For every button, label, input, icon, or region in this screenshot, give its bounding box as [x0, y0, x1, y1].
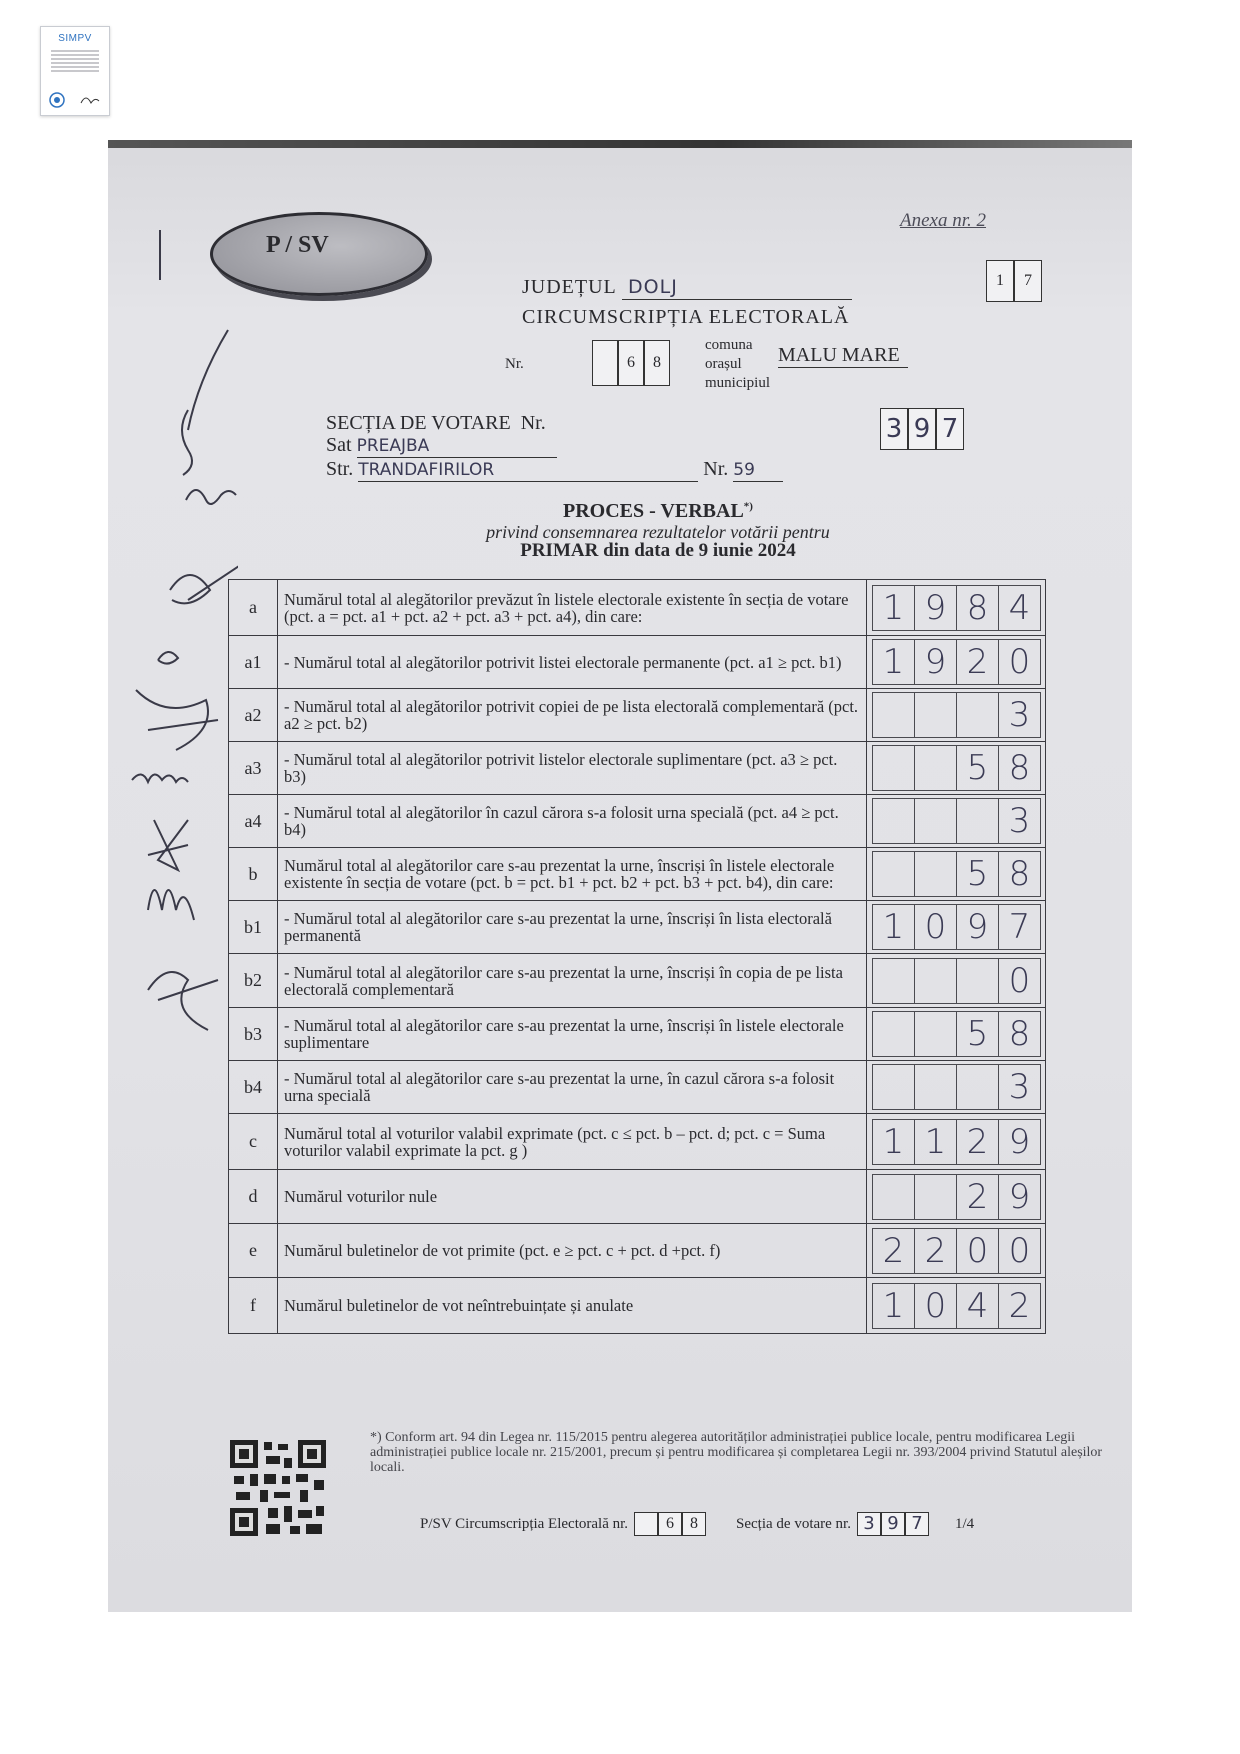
footer-circ-boxes: [634, 1512, 706, 1536]
circ-nr-digit: [592, 340, 618, 386]
circumscriptie-label: CIRCUMSCRIPȚIA ELECTORALĂ: [522, 306, 850, 328]
digit-box: 0: [998, 639, 1041, 685]
digit-box: 8: [998, 851, 1041, 897]
row-value: [867, 1008, 1046, 1061]
table-row: [229, 689, 1046, 742]
row-description: - Numărul total al alegătorilor potrivit copiei de pe lista electorală complementară (pct. a2 ≥ pct. b2): [278, 689, 867, 742]
uat-type: comuna: [705, 337, 753, 353]
digit-box: 9: [956, 904, 999, 950]
circ-nr-digit: 6: [618, 340, 644, 386]
digit-box: 3: [998, 798, 1041, 844]
table-row: [229, 1114, 1046, 1170]
row-description: - Numărul total al alegătorilor care s-au prezentat la urne, în cazul cărora s-a folosit urna specială: [278, 1061, 867, 1114]
row-label: a4: [229, 795, 278, 848]
row-label: b1: [229, 901, 278, 954]
row-value: [867, 1114, 1046, 1170]
digit-boxes: [873, 904, 1041, 950]
row-description: Numărul buletinelor de vot neîntrebuințate și anulate: [278, 1278, 867, 1334]
digit-box: [872, 1174, 915, 1220]
table-row: [229, 742, 1046, 795]
digit-box: 2: [956, 1174, 999, 1220]
uat-types: [705, 336, 770, 393]
sectie-nr-boxes: [880, 408, 964, 450]
digit-boxes: [873, 585, 1041, 631]
uat-type: orașul: [705, 356, 742, 372]
footer-line: [420, 1512, 974, 1536]
table-row: [229, 1278, 1046, 1334]
judet-line: [522, 276, 852, 300]
footer-sectie-boxes: [857, 1512, 929, 1536]
footnote: *) Conform art. 94 din Legea nr. 115/2015 pentru alegerea autorităților administrației publice locale, pentru modificarea Legii administrației publice locale nr. 215/2001, precum și pentru modificarea și completarea Legii nr. 393/2004 privind Statutul aleșilor locali.: [370, 1430, 1103, 1475]
digit-box: [914, 692, 957, 738]
row-description: - Numărul total al alegătorilor potrivit listelor electorale suplimentare (pct. a3 ≥ pct. b3): [278, 742, 867, 795]
document-thumbnail[interactable]: [40, 26, 110, 116]
digit-boxes: [873, 1174, 1041, 1220]
subtitle: privind consemnarea rezultatelor votării pentru: [486, 522, 830, 542]
row-label: a3: [229, 742, 278, 795]
table-row: [229, 1008, 1046, 1061]
table-row: [229, 1170, 1046, 1224]
digit-box: [872, 958, 915, 1004]
digit-box: 2: [998, 1283, 1041, 1329]
row-value: [867, 1278, 1046, 1334]
judet-label: JUDEȚUL: [522, 276, 617, 298]
digit-box: [872, 798, 915, 844]
title: PROCES - VERBAL: [563, 500, 744, 522]
row-label: b3: [229, 1008, 278, 1061]
digit-boxes: [873, 798, 1041, 844]
row-description: Numărul total al alegătorilor prevăzut în listele electorale existente în secția de votare (pct. a = pct. a1 + pct. a2 + pct. a3 + pct. a4), din care:: [278, 580, 867, 636]
digit-box: 9: [914, 585, 957, 631]
row-value: [867, 1170, 1046, 1224]
digit-box: [956, 1064, 999, 1110]
digit-box: 1: [872, 1283, 915, 1329]
row-label: e: [229, 1224, 278, 1278]
row-label: a: [229, 580, 278, 636]
scan-edge: [108, 140, 1132, 148]
digit-box: 1: [872, 585, 915, 631]
row-value: [867, 742, 1046, 795]
sectie-nr-digit: 9: [908, 408, 936, 450]
circ-nr-digit: 8: [644, 340, 670, 386]
digit-boxes: [873, 745, 1041, 791]
digit-box: [956, 958, 999, 1004]
row-description: - Numărul total al alegătorilor care s-au prezentat la urne, înscriși în lista electorală permanentă: [278, 901, 867, 954]
digit-box: [914, 958, 957, 1004]
digit-box: 3: [998, 692, 1041, 738]
footer-circ-digit: [634, 1512, 658, 1536]
digit-box: [872, 1064, 915, 1110]
digit-boxes: [873, 1283, 1041, 1329]
row-label: d: [229, 1170, 278, 1224]
digit-box: 9: [998, 1174, 1041, 1220]
row-value: [867, 689, 1046, 742]
thumbnail-lines: [51, 50, 99, 72]
uat-value: MALU MARE: [778, 344, 908, 368]
digit-box: 5: [956, 745, 999, 791]
digit-box: 1: [872, 904, 915, 950]
table-row: [229, 848, 1046, 901]
digit-boxes: [873, 1119, 1041, 1165]
str-label: Str.: [326, 458, 354, 480]
table-row: [229, 901, 1046, 954]
digit-box: [872, 1011, 915, 1057]
digit-box: [872, 851, 915, 897]
scanned-document: [108, 140, 1132, 1612]
row-value: [867, 1224, 1046, 1278]
sectie-nr-digit: 7: [936, 408, 964, 450]
thumbnail-stamp-icon: [41, 89, 109, 111]
row-value: [867, 795, 1046, 848]
digit-box: [914, 798, 957, 844]
row-label: b: [229, 848, 278, 901]
digit-box: 9: [998, 1119, 1041, 1165]
row-label: a1: [229, 636, 278, 689]
footer-circ-label: P/SV Circumscripția Electorală nr.: [420, 1515, 629, 1532]
judet-code: [986, 260, 1042, 302]
judet-code-digit: 1: [986, 260, 1014, 302]
digit-box: 8: [956, 585, 999, 631]
sat-label: Sat: [326, 434, 352, 456]
footer-sectie-digit: 3: [857, 1512, 881, 1536]
digit-boxes: [873, 1228, 1041, 1274]
digit-box: 0: [956, 1228, 999, 1274]
digit-box: [956, 692, 999, 738]
footer-sectie-digit: 9: [881, 1512, 905, 1536]
digit-box: 0: [998, 1228, 1041, 1274]
psv-stamp-text: P / SV: [266, 232, 329, 258]
uat-type: municipiul: [705, 375, 770, 391]
sectie-block: [326, 412, 783, 482]
row-description: Numărul voturilor nule: [278, 1170, 867, 1224]
sectie-label: SECȚIA DE VOTARE: [326, 412, 511, 434]
row-description: - Numărul total al alegătorilor în cazul cărora s-a folosit urna specială (pct. a4 ≥ pct. b4): [278, 795, 867, 848]
row-label: b2: [229, 954, 278, 1008]
row-label: f: [229, 1278, 278, 1334]
row-description: Numărul total al voturilor valabil exprimate (pct. c ≤ pct. b – pct. d; pct. c = Suma voturilor valabil exprimate la pct. g ): [278, 1114, 867, 1170]
digit-box: 2: [956, 1119, 999, 1165]
footer-sectie-digit: 7: [905, 1512, 929, 1536]
digit-box: 9: [914, 639, 957, 685]
digit-box: [914, 1174, 957, 1220]
row-value: [867, 580, 1046, 636]
digit-box: [914, 745, 957, 791]
title-note: *): [743, 500, 753, 513]
footer-circ-digit: 6: [658, 1512, 682, 1536]
digit-box: 0: [914, 904, 957, 950]
digit-box: [872, 692, 915, 738]
row-description: Numărul buletinelor de vot primite (pct. e ≥ pct. c + pct. d +pct. f): [278, 1224, 867, 1278]
digit-box: 1: [914, 1119, 957, 1165]
row-description: - Numărul total al alegătorilor care s-au prezentat la urne, înscriși în copia de pe lista electorală complementară: [278, 954, 867, 1008]
str-nr-value: 59: [733, 459, 783, 482]
digit-boxes: [873, 1064, 1041, 1110]
digit-box: [914, 851, 957, 897]
digit-boxes: [873, 692, 1041, 738]
table-row: [229, 580, 1046, 636]
digit-box: [914, 1011, 957, 1057]
digit-boxes: [873, 851, 1041, 897]
judet-value: DOLJ: [628, 276, 678, 298]
sectie-nr-digit: 3: [880, 408, 908, 450]
digit-box: 0: [998, 958, 1041, 1004]
table-row: [229, 954, 1046, 1008]
digit-box: 8: [998, 1011, 1041, 1057]
digit-box: 2: [872, 1228, 915, 1274]
circ-nr-boxes: [592, 340, 670, 386]
digit-box: [914, 1064, 957, 1110]
str-nr-label: Nr.: [703, 458, 729, 480]
row-label: a2: [229, 689, 278, 742]
digit-box: 1: [872, 639, 915, 685]
digit-boxes: [873, 1011, 1041, 1057]
page-number: 1/4: [954, 1515, 975, 1532]
results-table: [228, 579, 1046, 1334]
sat-value: PREAJBA: [357, 435, 557, 458]
digit-box: 5: [956, 851, 999, 897]
footer-sectie-label: Secția de votare nr.: [736, 1515, 851, 1532]
digit-box: 4: [956, 1283, 999, 1329]
digit-box: [872, 745, 915, 791]
digit-box: 5: [956, 1011, 999, 1057]
digit-boxes: [873, 639, 1041, 685]
digit-box: 7: [998, 904, 1041, 950]
table-row: [229, 636, 1046, 689]
digit-box: 2: [914, 1228, 957, 1274]
row-description: - Numărul total al alegătorilor potrivit listei electorale permanente (pct. a1 ≥ pct. b1): [278, 636, 867, 689]
row-description: Numărul total al alegătorilor care s-au prezentat la urne, înscriși în listele electorale existente în secția de votare (pct. b = pct. b1 + pct. b2 + pct. b3 + pct. b4), din care:: [278, 848, 867, 901]
circ-nr-label: Nr.: [505, 356, 524, 372]
row-value: [867, 1061, 1046, 1114]
digit-box: 2: [956, 639, 999, 685]
table-row: [229, 1224, 1046, 1278]
table-row: [229, 1061, 1046, 1114]
judet-code-digit: 7: [1014, 260, 1042, 302]
thumbnail-label: SIMPV: [58, 33, 92, 44]
str-value: TRANDAFIRILOR: [358, 459, 698, 482]
digit-box: 1: [872, 1119, 915, 1165]
digit-box: 4: [998, 585, 1041, 631]
title-block: [408, 500, 908, 561]
digit-boxes: [873, 958, 1041, 1004]
digit-box: [956, 798, 999, 844]
footer-circ-digit: 8: [682, 1512, 706, 1536]
row-value: [867, 901, 1046, 954]
row-label: b4: [229, 1061, 278, 1114]
qr-code-icon: [230, 1440, 326, 1536]
row-value: [867, 848, 1046, 901]
row-label: c: [229, 1114, 278, 1170]
row-description: - Numărul total al alegătorilor care s-au prezentat la urne, înscriși în listele electorale suplimentare: [278, 1008, 867, 1061]
digit-box: 8: [998, 745, 1041, 791]
signatures: [108, 220, 238, 1040]
row-value: [867, 954, 1046, 1008]
anexa-label: Anexa nr. 2: [900, 210, 987, 231]
subtitle-2: PRIMAR din data de 9 iunie 2024: [520, 540, 796, 561]
row-value: [867, 636, 1046, 689]
table-row: [229, 795, 1046, 848]
digit-box: 3: [998, 1064, 1041, 1110]
digit-box: 0: [914, 1283, 957, 1329]
sectie-nr-label: Nr.: [520, 412, 546, 434]
